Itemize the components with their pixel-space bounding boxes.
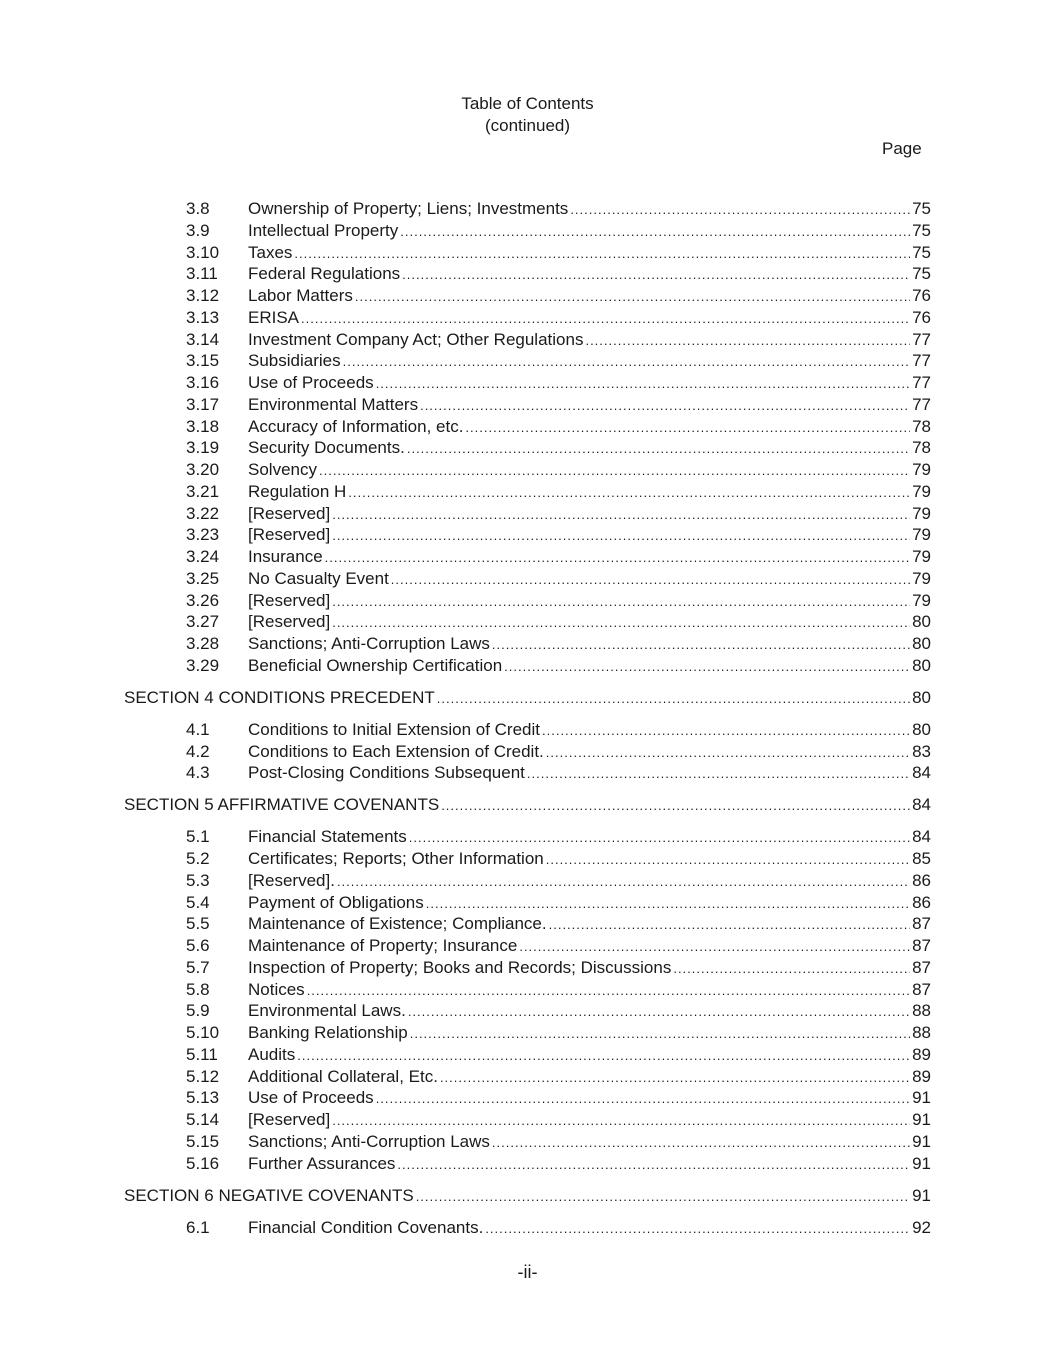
toc-entry-title: Environmental Matters [248,394,419,414]
dot-leader [673,958,910,980]
toc-entry[interactable] [186,1044,931,1066]
toc-entry-number: 5.4 [186,892,210,912]
toc-entry-page: 91 [912,1131,931,1151]
toc-entry[interactable] [186,870,931,892]
toc-entry-title: Conditions to Initial Extension of Credit [248,719,540,739]
toc-entry-page: 80 [912,634,931,653]
toc-entry-page: 77 [912,329,931,349]
toc-entry-title: Taxes [248,242,293,262]
toc-entry-number: 3.22 [186,503,220,523]
dot-leader [325,547,910,569]
toc-entry-page: 87 [912,979,931,999]
toc-entry-title: Financial Statements [248,827,407,847]
toc-entry-title: Solvency [248,460,317,479]
toc-entry[interactable] [186,394,931,416]
toc-entry-number: 3.18 [186,416,220,436]
toc-entry-page: 80 [912,612,931,632]
toc-entry-title: Additional Collateral, Etc. [248,1066,438,1086]
dot-leader [376,1088,910,1110]
dot-leader [585,330,910,352]
toc-entry-page: 75 [912,264,931,284]
toc-entry-title: Certificates; Reports; Other Information [248,849,544,868]
toc-entry-title: Regulation H [248,481,347,501]
toc-entry-title: Use of Proceeds [248,373,374,392]
dot-leader [420,395,910,417]
toc-entry-page: 77 [912,373,931,392]
toc-entry-page: 88 [912,1023,931,1042]
toc-entry[interactable] [186,979,931,1001]
toc-entry-title: Post-Closing Conditions Subsequent [248,763,525,783]
toc-entry-title: Maintenance of Property; Insurance [248,936,518,955]
toc-entry[interactable] [186,913,931,935]
toc-entry-page: 75 [912,199,931,218]
toc-entry[interactable] [186,416,931,438]
dot-leader [441,795,910,817]
toc-entry-page: 77 [912,351,931,371]
toc-entry-title: Accuracy of Information, etc. [248,416,464,436]
toc-entry-page: 79 [912,460,931,479]
toc-entry-page: 78 [912,416,931,436]
toc-entry-page: 91 [912,1153,931,1173]
toc-entry[interactable] [186,1066,931,1088]
dot-leader [307,980,910,1002]
toc-entry[interactable] [186,826,931,848]
toc-entry-page: 79 [912,525,931,545]
dot-leader [408,1001,910,1023]
toc-entry-page: 78 [912,438,931,458]
toc-entry-title: SECTION 6 NEGATIVE COVENANTS [124,1185,414,1205]
dot-leader [492,634,910,656]
toc-entry-title: Banking Relationship [248,1023,408,1042]
toc-entry-number: 3.21 [186,481,220,501]
dot-leader [549,914,910,936]
toc-entry-title: Insurance [248,547,323,566]
toc-entry[interactable] [186,1153,931,1175]
dot-leader [527,763,910,785]
dot-leader [485,1218,910,1240]
toc-entry[interactable] [186,329,931,351]
toc-entry-number: 5.5 [186,914,210,934]
toc-entry[interactable] [186,372,931,394]
toc-entry-title: Conditions to Each Extension of Credit. [248,741,544,761]
toc-entry-page: 76 [912,307,931,327]
toc-entry-number: 3.28 [186,634,220,653]
toc-entry-number: 5.1 [186,827,210,847]
dot-leader [319,460,910,482]
toc-entry[interactable] [186,655,931,677]
toc-entry-title: Payment of Obligations [248,892,424,912]
toc-entry-page: 84 [912,763,931,783]
toc-entry-title: No Casualty Event [248,568,389,588]
dot-leader [440,1067,910,1089]
toc-entry-title: Intellectual Property [248,220,399,240]
toc-entry-number: 3.20 [186,460,220,479]
toc-entry-page: 79 [912,503,931,523]
toc-entry-number: 3.16 [186,373,220,392]
dot-leader [416,1186,910,1208]
toc-entry-number: 4.3 [186,763,210,783]
toc-entry[interactable] [186,307,931,329]
toc-entry-number: 5.15 [186,1131,220,1151]
toc-entry-title: [Reserved] [248,525,331,545]
toc-entry[interactable] [186,437,931,459]
toc-title: Table of Contents [461,94,594,113]
toc-entry-number: 5.9 [186,1001,210,1021]
dot-leader [410,1023,910,1045]
toc-entry-number: 5.7 [186,957,210,977]
toc-entry[interactable] [186,524,931,546]
toc-entry-number: 5.3 [186,870,210,890]
toc-entry-number: 3.26 [186,590,220,610]
toc-entry[interactable] [186,935,931,957]
dot-leader [492,1132,910,1154]
toc-entry-title: Inspection of Property; Books and Records; Discussions [248,957,672,977]
dot-leader [407,438,910,460]
toc-entry-title: Investment Company Act; Other Regulations [248,329,584,349]
toc-entry[interactable] [186,1087,931,1109]
toc-entry-number: 3.27 [186,612,220,632]
toc-entry-page: 91 [912,1088,931,1108]
toc-entry-number: 3.24 [186,547,220,566]
toc-entry[interactable] [186,1022,931,1044]
toc-entry[interactable] [186,590,931,612]
toc-entry-number: 3.9 [186,220,210,240]
toc-entry-title: [Reserved]. [248,870,335,890]
toc-entry-number: 3.23 [186,525,220,545]
toc-entry[interactable] [186,220,931,242]
toc-entry[interactable] [186,957,931,979]
toc-entry-page: 84 [912,827,931,847]
toc-entry-number: 3.19 [186,438,220,458]
toc-entry-page: 79 [912,547,931,566]
dot-leader [297,1045,910,1067]
toc-entry[interactable] [186,1000,931,1022]
toc-entry-number: 5.10 [186,1023,220,1042]
toc-entry-title: [Reserved] [248,503,331,523]
toc-entry-title: Federal Regulations [248,264,401,284]
toc-entry-title: SECTION 4 CONDITIONS PRECEDENT [124,687,435,707]
toc-entry-page: 80 [912,687,931,707]
toc-entry-title: Subsidiaries [248,351,341,371]
toc-entry[interactable] [186,481,931,503]
toc-entry-page: 80 [912,655,931,675]
dot-leader [355,286,910,308]
dot-leader [546,742,910,764]
toc-entry-number: 3.15 [186,351,220,371]
toc-entry-page: 88 [912,1001,931,1021]
toc-entry[interactable] [186,892,931,914]
toc-entry-page: 86 [912,870,931,890]
toc-entry-title: Labor Matters [248,286,353,305]
toc-entry-page: 75 [912,220,931,240]
toc-entry[interactable] [186,633,931,655]
toc-entry-title: Maintenance of Existence; Compliance. [248,914,547,934]
toc-entry-title: Environmental Laws. [248,1001,406,1021]
toc-entry-page: 83 [912,741,931,761]
toc-entry-page: 79 [912,481,931,501]
toc-entry-page: 77 [912,394,931,414]
toc-entry-title: Audits [248,1044,296,1064]
toc-entry-title: Beneficial Ownership Certification [248,655,503,675]
dot-leader [332,525,910,547]
dot-leader [332,1110,910,1132]
toc-entry[interactable] [186,350,931,372]
toc-entry-number: 6.1 [186,1217,210,1237]
toc-entry-number: 3.29 [186,655,220,675]
toc-entry-number: 5.12 [186,1066,220,1086]
dot-leader [337,871,910,893]
toc-entry-page: 91 [912,1110,931,1129]
toc-entry-number: 5.2 [186,849,210,868]
toc-entry[interactable] [186,459,931,481]
dot-leader [504,656,910,678]
dot-leader [332,612,910,634]
toc-entry-title: Further Assurances [248,1153,396,1173]
toc-entry-title: [Reserved] [248,612,331,632]
dot-leader [294,243,910,265]
toc-entry-page: 87 [912,957,931,977]
toc-entry-number: 5.6 [186,936,210,955]
toc-entry-page: 89 [912,1066,931,1086]
toc-entry-number: 5.14 [186,1110,220,1129]
toc-entry[interactable] [186,198,931,220]
toc-entry-title: Ownership of Property; Liens; Investments [248,199,569,218]
toc-entry-page: 85 [912,849,931,868]
dot-leader [409,827,910,849]
toc-entry-title: Notices [248,979,305,999]
toc-entry[interactable] [186,719,931,741]
toc-entry-number: 4.1 [186,719,210,739]
toc-entry-title: [Reserved] [248,590,331,610]
dot-leader [402,264,910,286]
toc-section-entry[interactable] [124,1185,931,1207]
toc-entry[interactable] [186,568,931,590]
dot-leader [343,351,910,373]
toc-entry-number: 5.16 [186,1153,220,1173]
page-column-label: Page [882,139,922,158]
toc-entry-page: 75 [912,242,931,262]
toc-entry-page: 84 [912,795,931,815]
toc-entry-title: ERISA [248,307,300,327]
toc-entry-page: 91 [912,1185,931,1205]
toc-entry-number: 3.17 [186,394,220,414]
toc-subtitle: (continued) [484,116,571,135]
toc-entry-number: 3.25 [186,568,220,588]
toc-entry[interactable] [186,242,931,264]
toc-entry[interactable] [186,611,931,633]
toc-entry-number: 5.8 [186,979,210,999]
toc-entry-number: 5.11 [186,1044,218,1064]
toc-entry-number: 4.2 [186,741,210,761]
toc-entry-title: Use of Proceeds [248,1088,374,1108]
toc-entry[interactable] [186,1109,931,1131]
toc-entry-title: Financial Condition Covenants. [248,1217,484,1237]
dot-leader [400,221,910,243]
toc-entry-page: 79 [912,590,931,610]
dot-leader [465,417,910,439]
toc-entry-title: Sanctions; Anti-Corruption Laws [248,1131,490,1151]
dot-leader [397,1154,910,1176]
toc-entry-page: 92 [912,1217,931,1237]
toc-entry-title: Security Documents. [248,438,405,458]
toc-entry-number: 3.13 [186,307,220,327]
toc-entry-page: 76 [912,286,931,305]
toc-entry[interactable] [186,848,931,870]
toc-section-entry[interactable] [124,794,931,816]
toc-entry-page: 87 [912,914,931,934]
dot-leader [546,849,910,871]
toc-entry-number: 3.8 [186,199,210,218]
toc-entry-title: [Reserved] [248,1110,331,1129]
page-number-footer: -ii- [517,1262,538,1282]
toc-entry-page: 86 [912,892,931,912]
toc-entry-number: 3.12 [186,286,220,305]
toc-entry[interactable] [186,285,931,307]
toc-entry-number: 3.14 [186,329,220,349]
toc-entry-page: 80 [912,719,931,739]
dot-leader [570,199,910,221]
toc-entry-title: Sanctions; Anti-Corruption Laws [248,634,490,653]
toc-entry-page: 89 [912,1044,931,1064]
toc-entry[interactable] [186,263,931,285]
toc-entry[interactable] [186,1131,931,1153]
toc-entry-number: 3.10 [186,242,220,262]
toc-entry[interactable] [186,546,931,568]
toc-entry[interactable] [186,1217,931,1239]
toc-entry-title: SECTION 5 AFFIRMATIVE COVENANTS [124,795,440,815]
dot-leader [519,936,910,958]
dot-leader [391,569,910,591]
dot-leader [542,720,910,742]
toc-section-entry[interactable] [124,687,931,709]
toc-entry[interactable] [186,503,931,525]
dot-leader [301,308,910,330]
toc-entry-page: 79 [912,568,931,588]
dot-leader [348,482,910,504]
dot-leader [437,688,910,710]
toc-entry-number: 5.13 [186,1088,220,1108]
toc-entry-page: 87 [912,936,931,955]
dot-leader [376,373,910,395]
dot-leader [332,591,910,613]
toc-entry[interactable] [186,762,931,784]
dot-leader [332,504,910,526]
toc-entry-number: 3.11 [186,264,218,284]
toc-entry[interactable] [186,741,931,763]
dot-leader [426,893,910,915]
